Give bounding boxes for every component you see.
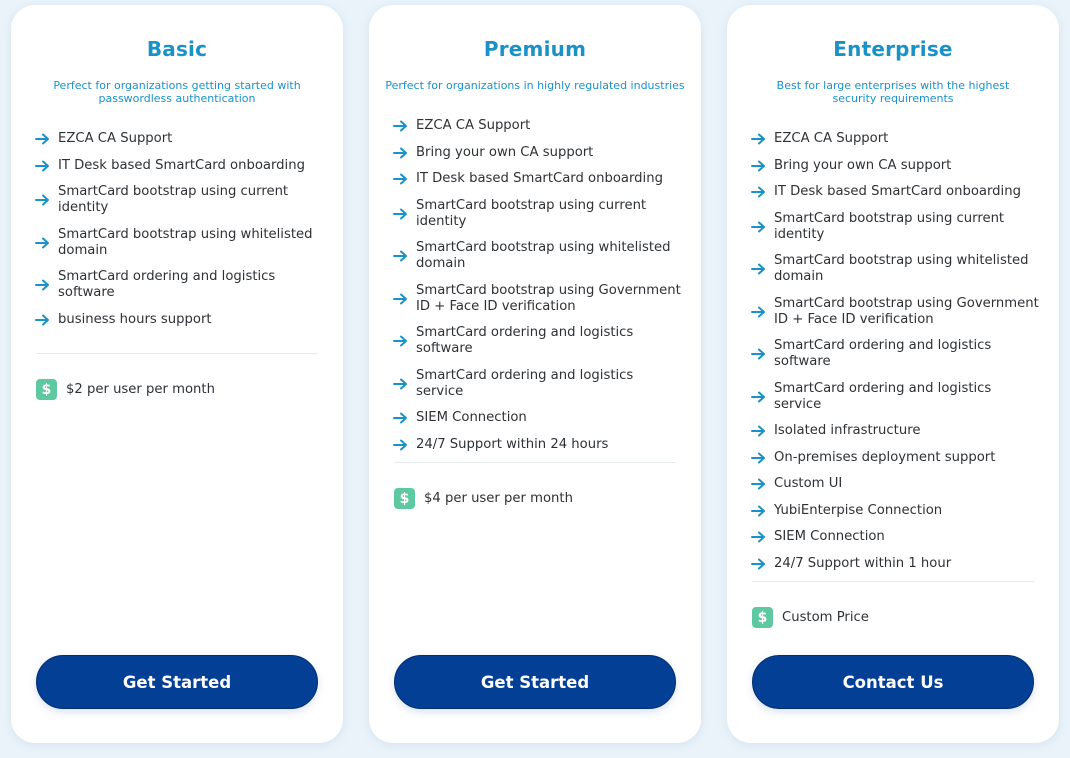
feature-label: SmartCard ordering and logistics software — [416, 325, 634, 356]
feature-label: Custom UI — [774, 476, 843, 491]
feature-item — [751, 338, 1039, 370]
feature-item — [393, 198, 681, 230]
feature-label: SmartCard ordering and logistics software — [774, 338, 992, 369]
feature-item — [751, 450, 1039, 466]
contact-us-button[interactable]: Contact Us — [752, 655, 1034, 709]
feature-label: SmartCard bootstrap using Government ID + Face ID verification — [416, 282, 681, 314]
arrow-right-icon — [751, 306, 766, 318]
dollar-icon: $ — [36, 379, 57, 400]
feature-label: SmartCard bootstrap using whitelisted domain — [416, 240, 671, 271]
arrow-right-icon — [393, 250, 408, 262]
arrow-right-icon — [751, 263, 766, 275]
dollar-icon: $ — [394, 488, 415, 509]
feature-item — [35, 158, 323, 174]
feature-item — [751, 158, 1039, 174]
feature-label: SIEM Connection — [774, 529, 885, 544]
arrow-right-icon — [393, 439, 408, 451]
feature-label: SmartCard bootstrap using whitelisted domain — [58, 226, 313, 258]
dollar-icon: $ — [752, 607, 773, 628]
arrow-right-icon — [751, 425, 766, 437]
arrow-right-icon — [393, 335, 408, 347]
divider — [36, 353, 318, 354]
feature-label: SmartCard ordering and logistics software — [58, 269, 276, 300]
feature-item — [393, 145, 681, 161]
feature-list — [751, 131, 1039, 582]
price-row — [752, 607, 869, 628]
feature-label: YubiEnterpise Connection — [774, 502, 943, 518]
arrow-right-icon — [393, 412, 408, 424]
arrow-right-icon — [393, 293, 408, 305]
arrow-right-icon — [751, 160, 766, 172]
feature-label: SmartCard bootstrap using current identity — [416, 197, 647, 229]
feature-label: Bring your own CA support — [774, 157, 952, 173]
feature-item — [393, 171, 681, 187]
feature-item — [751, 529, 1039, 545]
arrow-right-icon — [35, 194, 50, 206]
price-row — [36, 379, 215, 400]
get-started-button[interactable]: Get Started — [36, 655, 318, 709]
feature-label: Bring your own CA support — [416, 144, 594, 160]
plan-title: Enterprise — [833, 37, 953, 61]
feature-label: IT Desk based SmartCard onboarding — [416, 171, 663, 186]
arrow-right-icon — [393, 120, 408, 132]
arrow-right-icon — [751, 452, 766, 464]
feature-item — [393, 283, 681, 315]
feature-item — [35, 184, 323, 216]
arrow-right-icon — [393, 147, 408, 159]
feature-label: SmartCard bootstrap using current identity — [774, 210, 1005, 242]
feature-item — [35, 131, 323, 147]
arrow-right-icon — [751, 133, 766, 145]
plan-description: Perfect for organizations getting started with passwordless authentication — [53, 79, 301, 105]
feature-item — [35, 269, 323, 301]
feature-label: EZCA CA Support — [774, 131, 889, 146]
arrow-right-icon — [751, 558, 766, 570]
feature-label: IT Desk based SmartCard onboarding — [774, 184, 1021, 199]
plan-card-enterprise — [727, 5, 1059, 743]
arrow-right-icon — [751, 478, 766, 490]
feature-label: Isolated infrastructure — [774, 423, 921, 438]
arrow-right-icon — [393, 173, 408, 185]
arrow-right-icon — [751, 505, 766, 517]
feature-label: IT Desk based SmartCard onboarding — [58, 157, 305, 173]
feature-list — [35, 131, 323, 338]
feature-label: business hours support — [58, 311, 212, 327]
feature-label: SIEM Connection — [416, 410, 527, 425]
feature-label: SmartCard bootstrap using Government ID + Face ID verification — [774, 295, 1039, 327]
feature-item — [751, 503, 1039, 519]
arrow-right-icon — [751, 221, 766, 233]
feature-label: 24/7 Support within 24 hours — [416, 436, 609, 452]
feature-item — [393, 437, 681, 453]
feature-item — [393, 240, 681, 272]
feature-item — [393, 410, 681, 426]
feature-item — [751, 211, 1039, 243]
feature-item — [35, 312, 323, 328]
plan-card-basic — [11, 5, 343, 743]
feature-label: SmartCard ordering and logistics service — [774, 380, 992, 412]
arrow-right-icon — [35, 279, 50, 291]
price-row — [394, 488, 573, 509]
feature-label: 24/7 Support within 1 hour — [774, 555, 952, 571]
arrow-right-icon — [35, 133, 50, 145]
feature-item — [393, 325, 681, 357]
feature-item — [393, 368, 681, 400]
arrow-right-icon — [35, 237, 50, 249]
arrow-right-icon — [751, 348, 766, 360]
feature-label: On-premises deployment support — [774, 449, 996, 465]
arrow-right-icon — [751, 186, 766, 198]
feature-item — [751, 423, 1039, 439]
feature-item — [751, 296, 1039, 328]
feature-label: SmartCard bootstrap using current identity — [58, 184, 289, 215]
arrow-right-icon — [35, 314, 50, 326]
plan-title: Premium — [483, 37, 587, 61]
feature-item — [35, 227, 323, 259]
arrow-right-icon — [35, 160, 50, 172]
feature-item — [751, 476, 1039, 492]
price-label: Custom Price — [782, 610, 869, 625]
plan-card-premium — [369, 5, 701, 743]
feature-label: SmartCard bootstrap using whitelisted domain — [774, 253, 1029, 284]
feature-item — [751, 381, 1039, 413]
arrow-right-icon — [393, 378, 408, 390]
arrow-right-icon — [393, 208, 408, 220]
plan-description: Perfect for organizations in highly regulated industries — [385, 79, 685, 92]
feature-list — [393, 118, 681, 463]
arrow-right-icon — [751, 391, 766, 403]
feature-label: EZCA CA Support — [58, 131, 173, 146]
plan-description: Best for large enterprises with the highest security requirements — [776, 79, 1010, 105]
divider — [394, 462, 676, 463]
price-label: $4 per user per month — [424, 491, 573, 506]
feature-label: EZCA CA Support — [416, 118, 531, 133]
price-label: $2 per user per month — [66, 382, 215, 397]
feature-item — [751, 253, 1039, 285]
get-started-button[interactable]: Get Started — [394, 655, 676, 709]
feature-item — [751, 556, 1039, 572]
feature-item — [393, 118, 681, 134]
feature-label: SmartCard ordering and logistics service — [416, 367, 634, 399]
feature-item — [751, 184, 1039, 200]
arrow-right-icon — [751, 531, 766, 543]
feature-item — [751, 131, 1039, 147]
plan-title: Basic — [146, 37, 208, 61]
divider — [752, 581, 1034, 582]
